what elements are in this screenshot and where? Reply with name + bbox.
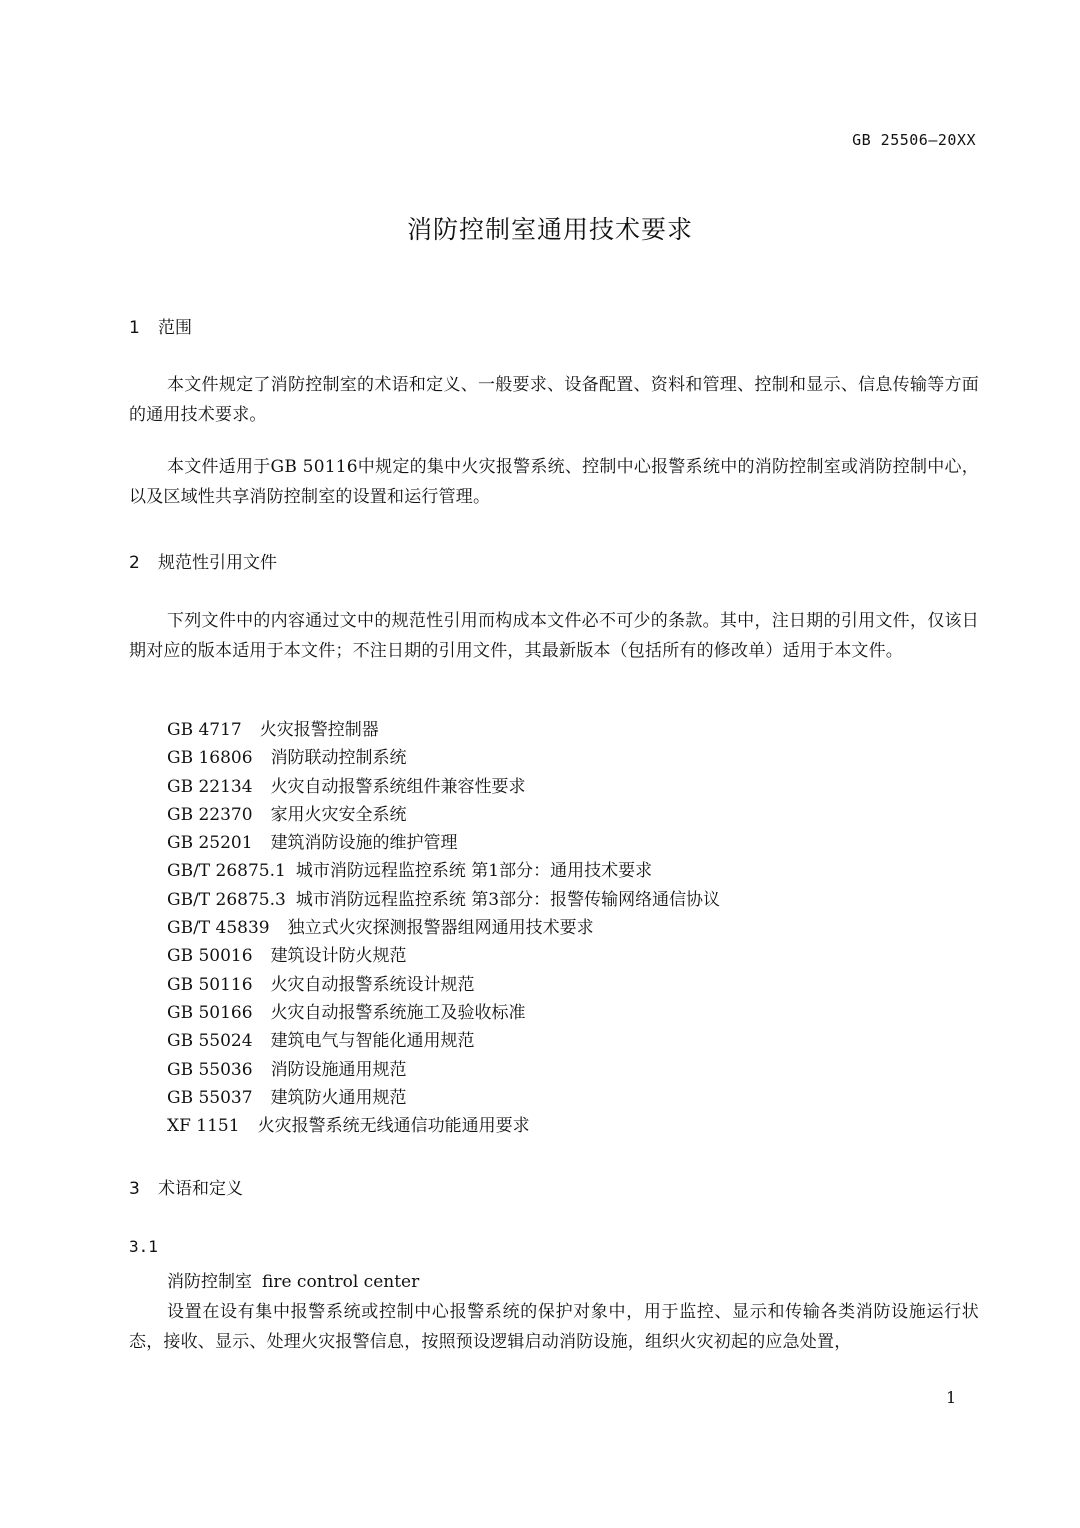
reference-item	[167, 971, 720, 999]
reference-title: 消防联动控制系统	[270, 748, 407, 769]
reference-code: GB 25201	[167, 833, 253, 854]
standard-code: GB 25506—20XX	[852, 131, 976, 149]
reference-item	[167, 716, 720, 744]
term-heading	[167, 1267, 419, 1292]
reference-item	[167, 1084, 720, 1112]
references-intro-paragraph: 下列文件中的内容通过文中的规范性引用而构成本文件必不可少的条款。其中，注日期的引用文件，仅该日期对应的版本适用于本文件；不注日期的引用文件，其最新版本（包括所有的修改单）适用于本文件。	[129, 611, 979, 661]
reference-item	[167, 914, 720, 942]
section-number: 2	[129, 553, 140, 573]
reference-item	[167, 829, 720, 857]
reference-title: 家用火灾安全系统	[270, 804, 407, 825]
reference-title: 城市消防远程监控系统 第3部分：报警传输网络通信协议	[295, 889, 721, 910]
reference-list	[167, 716, 720, 1140]
reference-code: GB 22134	[167, 776, 253, 797]
section-title: 规范性引用文件	[158, 553, 277, 573]
reference-title: 火灾自动报警系统施工及验收标准	[270, 1002, 526, 1023]
reference-code: GB 16806	[167, 748, 253, 769]
section-number: 1	[129, 318, 140, 338]
reference-code: GB 50016	[167, 946, 253, 967]
reference-code: GB 22370	[167, 804, 253, 825]
reference-item	[167, 886, 720, 914]
reference-title: 建筑电气与智能化通用规范	[270, 1031, 475, 1052]
reference-title: 火灾自动报警系统组件兼容性要求	[270, 776, 526, 797]
reference-code: GB 55024	[167, 1031, 253, 1052]
reference-item	[167, 1056, 720, 1084]
reference-code: GB 4717	[167, 720, 242, 740]
section-title: 术语和定义	[158, 1179, 243, 1199]
page-number: 1	[946, 1388, 957, 1407]
section-heading-terms	[129, 1174, 243, 1199]
reference-code: GB 55036	[167, 1059, 253, 1080]
reference-title: 建筑消防设施的维护管理	[270, 833, 458, 854]
reference-title: 火灾报警系统无线通信功能通用要求	[257, 1116, 530, 1137]
scope-paragraph-2: 本文件适用于GB 50116中规定的集中火灾报警系统、控制中心报警系统中的消防控制室或消防控制中心，以及区域性共享消防控制室的设置和运行管理。	[129, 457, 979, 507]
reference-title: 火灾报警控制器	[259, 720, 379, 740]
term-name-cn: 消防控制室	[167, 1272, 252, 1292]
document-title: 消防控制室通用技术要求	[406, 215, 693, 244]
reference-title: 建筑防火通用规范	[270, 1087, 407, 1108]
section-heading-normative-references	[129, 548, 277, 573]
reference-item	[167, 857, 720, 885]
reference-item	[167, 1112, 720, 1140]
reference-code: GB/T 26875.1	[167, 861, 286, 882]
reference-title: 城市消防远程监控系统 第1部分：通用技术要求	[295, 861, 653, 882]
reference-item	[167, 999, 720, 1027]
reference-code: GB 50116	[167, 974, 253, 995]
reference-item	[167, 1027, 720, 1055]
reference-title: 独立式火灾探测报警器组网通用技术要求	[287, 918, 594, 939]
reference-item	[167, 801, 720, 829]
term-definition: 设置在设有集中报警系统或控制中心报警系统的保护对象中，用于监控、显示和传输各类消防设施运行状态，接收、显示、处理火灾报警信息，按照预设逻辑启动消防设施，组织火灾初起的应急处置，	[129, 1302, 979, 1352]
reference-item	[167, 744, 720, 772]
reference-item	[167, 942, 720, 970]
section-heading-scope	[129, 313, 192, 338]
reference-code: GB/T 26875.3	[167, 889, 286, 910]
reference-code: GB 50166	[167, 1002, 253, 1023]
scope-paragraph-1: 本文件规定了消防控制室的术语和定义、一般要求、设备配置、资料和管理、控制和显示、信息传输等方面的通用技术要求。	[129, 375, 979, 425]
reference-title: 建筑设计防火规范	[270, 946, 407, 967]
reference-code: XF 1151	[167, 1116, 240, 1137]
reference-title: 火灾自动报警系统设计规范	[270, 974, 475, 995]
reference-title: 消防设施通用规范	[270, 1059, 407, 1080]
term-name-en: fire control center	[262, 1272, 420, 1292]
section-number: 3	[129, 1179, 140, 1199]
section-title: 范围	[158, 318, 192, 338]
reference-code: GB/T 45839	[167, 918, 270, 939]
term-number: 3.1	[129, 1237, 158, 1256]
reference-code: GB 55037	[167, 1087, 253, 1108]
reference-item	[167, 773, 720, 801]
